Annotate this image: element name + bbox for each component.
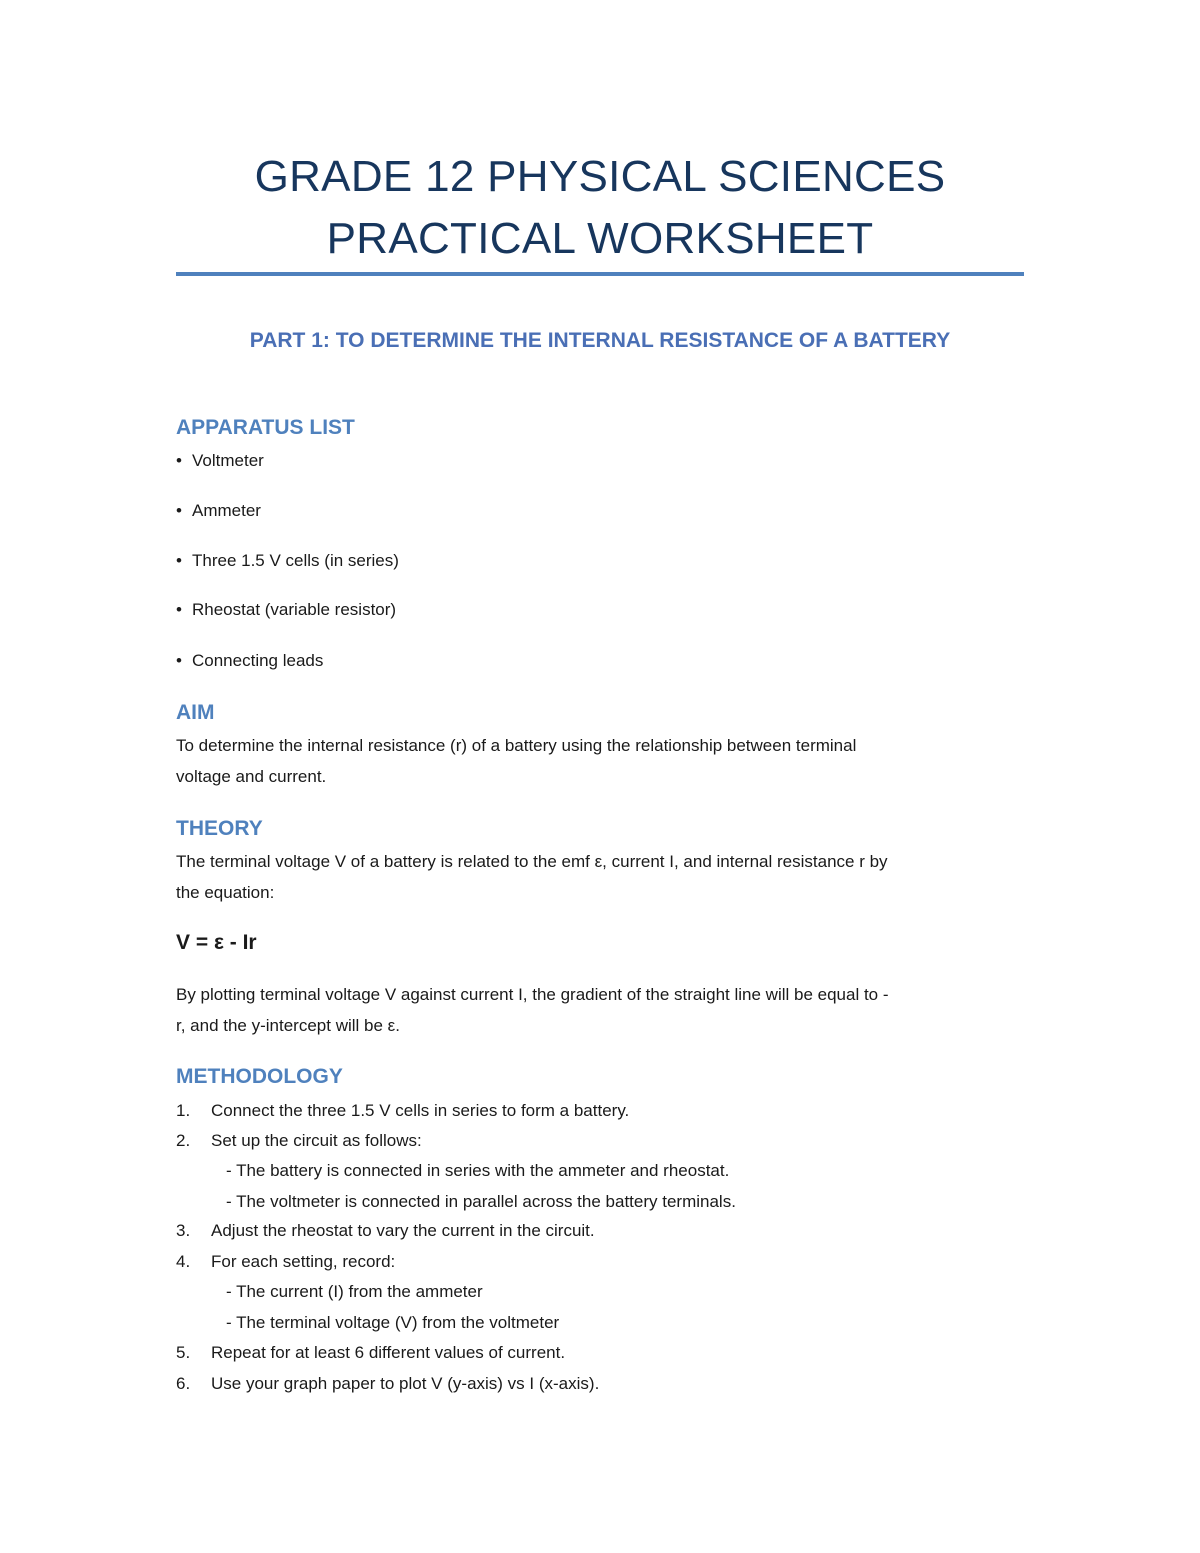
method-substep: - The terminal voltage (V) from the voltmeter (226, 1313, 560, 1332)
aim-text-line1: To determine the internal resistance (r) of a battery using the relationship between terminal (176, 736, 857, 755)
title-divider (176, 272, 1024, 276)
method-step: 2. Set up the circuit as follows: (176, 1131, 422, 1150)
method-step: 5. Repeat for at least 6 different values of current. (176, 1343, 566, 1362)
method-step: 1. Connect the three 1.5 V cells in series to form a battery. (176, 1101, 630, 1120)
theory-text2-line2: r, and the y-intercept will be ε. (176, 1016, 400, 1035)
document-title-line2: PRACTICAL WORKSHEET (326, 214, 874, 263)
method-step: 3. Adjust the rheostat to vary the current in the circuit. (176, 1221, 595, 1240)
method-step: 6. Use your graph paper to plot V (y-axis) vs I (x-axis). (176, 1374, 600, 1393)
apparatus-item: • Three 1.5 V cells (in series) (176, 548, 399, 574)
bullet-icon: • (176, 501, 182, 520)
theory-equation: V = ε - Ir (176, 931, 257, 954)
bullet-icon: • (176, 600, 182, 619)
aim-heading: AIM (176, 701, 215, 724)
bullet-icon: • (176, 451, 182, 470)
aim-text-line2: voltage and current. (176, 767, 327, 786)
bullet-icon: • (176, 551, 182, 570)
theory-text-line1: The terminal voltage V of a battery is related to the emf ε, current I, and internal resistance r by (176, 852, 888, 871)
method-step: 4. For each setting, record: (176, 1252, 396, 1271)
apparatus-item: • Rheostat (variable resistor) (176, 597, 396, 623)
method-substep: - The battery is connected in series with the ammeter and rheostat. (226, 1161, 730, 1180)
apparatus-item: • Voltmeter (176, 448, 264, 474)
apparatus-item: • Connecting leads (176, 648, 323, 674)
method-substep: - The voltmeter is connected in parallel across the battery terminals. (226, 1192, 736, 1211)
theory-text2-line1: By plotting terminal voltage V against current I, the gradient of the straight line will be equal to - (176, 985, 889, 1004)
document-title-line1: GRADE 12 PHYSICAL SCIENCES (254, 152, 946, 201)
methodology-heading: METHODOLOGY (176, 1065, 343, 1088)
bullet-icon: • (176, 651, 182, 670)
theory-heading: THEORY (176, 817, 263, 840)
apparatus-heading: APPARATUS LIST (176, 416, 355, 439)
theory-text-line2: the equation: (176, 883, 275, 902)
apparatus-item: • Ammeter (176, 498, 261, 524)
part1-heading: PART 1: TO DETERMINE THE INTERNAL RESISTANCE OF A BATTERY (249, 329, 951, 352)
method-substep: - The current (I) from the ammeter (226, 1282, 483, 1301)
